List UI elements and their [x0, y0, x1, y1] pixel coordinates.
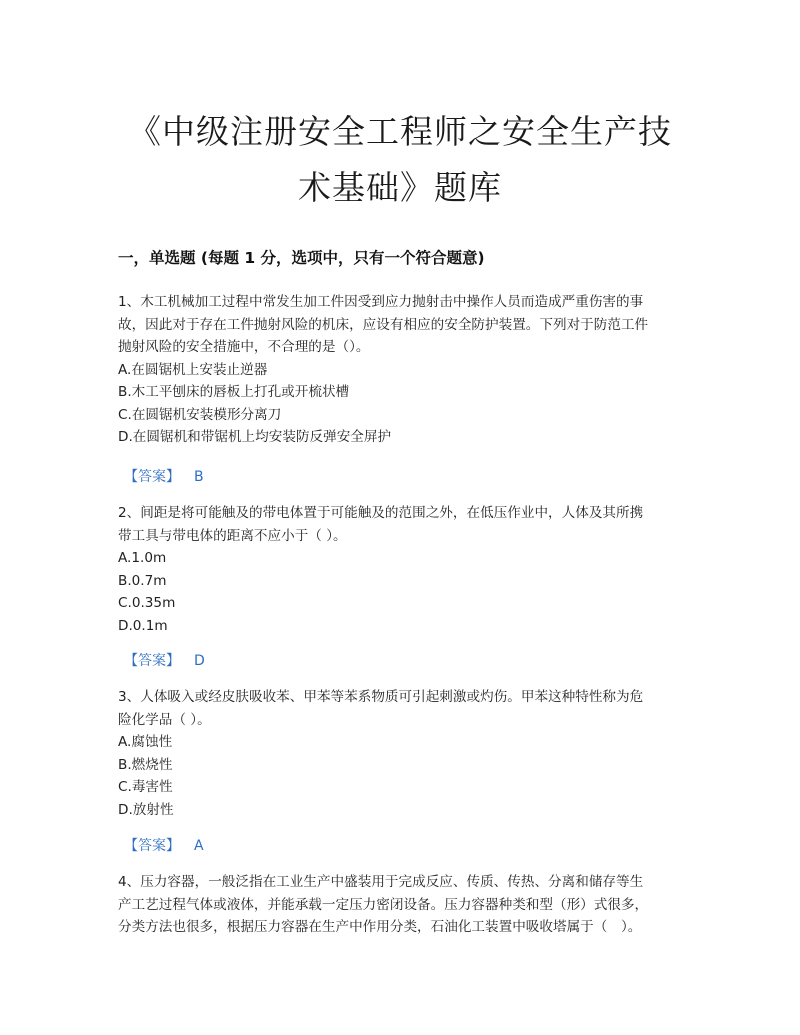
question-text-line: 产工艺过程气体或液体，并能承载一定压力密闭设备。压力容器种类和型（形）式很多， [118, 896, 649, 913]
section-heading: 一，单选题 (每题 1 分，选项中，只有一个符合题意) [118, 249, 485, 267]
answer-1 [124, 466, 204, 486]
question-text-line: 4、压力容器，一般泛指在工业生产中盛装用于完成反应、传质、传热、分离和储存等生 [118, 874, 644, 890]
question-text-line: 3、人体吸入或经皮肤吸收苯、甲苯等苯系物质可引起刺激或灼伤。甲苯这种特性称为危 [118, 689, 644, 705]
option-c: C.0.35m [118, 595, 176, 611]
question-text-line: 1、木工机械加工过程中常发生加工件因受到应力抛射击中操作人员而造成严重伤害的事 [118, 294, 644, 310]
title-line-2: 术基础》题库 [298, 168, 502, 207]
question-text-line: 分类方法也很多，根据压力容器在生产中作用分类，石油化工装置中吸收塔属于（ ）。 [118, 919, 642, 935]
answer-label: 【答案】 [124, 838, 180, 854]
question-1 [118, 291, 684, 449]
option-b: B.0.7m [118, 572, 167, 589]
answer-3 [124, 835, 204, 855]
answer-value: A [194, 838, 204, 854]
question-4 [118, 871, 684, 939]
answer-value: B [194, 469, 204, 485]
option-c: C.在圆锯机安装模形分离刀 [118, 406, 282, 423]
option-d: D.在圆锯机和带锯机上均安装防反弹安全屏护 [118, 429, 392, 445]
option-a: A.1.0m [118, 550, 167, 566]
question-text-line: 故，因此对于存在工件抛射风险的机床，应设有相应的安全防护装置。下列对于防范工件 [118, 316, 649, 333]
option-d: D.放射性 [118, 801, 174, 818]
answer-label: 【答案】 [124, 653, 180, 669]
answer-2 [124, 650, 205, 670]
option-b: B.燃烧性 [118, 756, 173, 773]
answer-label: 【答案】 [124, 469, 180, 485]
question-3 [118, 686, 684, 821]
option-a: A.腐蚀性 [118, 734, 173, 750]
question-text-line: 抛射风险的安全措施中，不合理的是（）。 [118, 339, 370, 355]
answer-value: D [194, 653, 205, 669]
option-b: B.木工平刨床的唇板上打孔或开梳状槽 [118, 384, 350, 400]
question-text-line: 2、间距是将可能触及的带电体置于可能触及的范围之外，在低压作业中，人体及其所携 [118, 505, 644, 521]
question-2 [118, 502, 684, 637]
document-title [100, 104, 700, 216]
question-text-line: 险化学品（ ）。 [118, 711, 211, 728]
option-a: A.在圆锯机上安装止逆器 [118, 361, 268, 378]
option-c: C.毒害性 [118, 779, 173, 795]
question-text-line: 带工具与带电体的距离不应小于（ ）。 [118, 527, 347, 544]
option-d: D.0.1m [118, 617, 168, 634]
title-line-1: 《中级注册安全工程师之安全生产技 [128, 112, 672, 151]
